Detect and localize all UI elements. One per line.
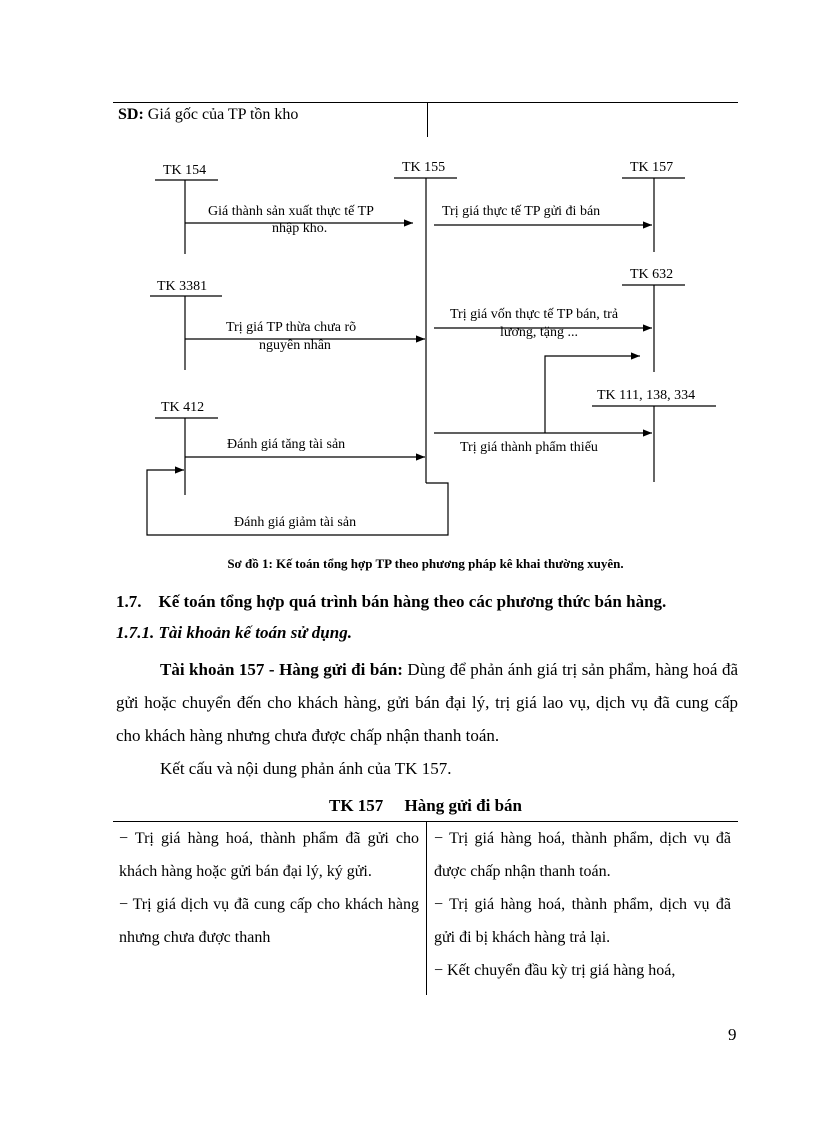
accounting-diagram	[0, 0, 816, 560]
tk412-label: TK 412	[161, 400, 205, 415]
right-item-1: − Trị giá hàng hoá, thành phẩm, dịch vụ đã được chấp nhận thanh toán.	[434, 830, 731, 880]
tk3381-label: TK 3381	[157, 279, 208, 294]
von-label-2: lương, tặng ...	[500, 325, 578, 340]
danh-gia-giam-label: Đánh giá giảm tài sản	[234, 515, 357, 530]
table-title: TK 157 Hàng gửi đi bán	[328, 796, 522, 815]
left-item-1: − Trị giá hàng hoá, thành phẩm đã gửi cho khách hàng hoặc gửi bán đại lý, ký gửi.	[119, 830, 419, 880]
sd-text: Giá gốc của TP tồn kho	[147, 106, 299, 123]
table-divider	[426, 821, 427, 995]
tk157-label: TK 157	[630, 160, 674, 175]
right-item-2: − Trị giá hàng hoá, thành phẩm, dịch vụ đã gửi đi bị khách hàng trả lại.	[434, 896, 731, 946]
tk157-paragraph	[116, 653, 738, 752]
thieu-label: Trị giá thành phẩm thiếu	[460, 440, 598, 455]
table-right-column	[434, 822, 731, 987]
page-number: 9	[728, 1025, 737, 1044]
paragraph-text: Dùng để phản ánh giá trị sản phẩm, hàng hoá đã gửi hoặc chuyển đến cho khách hàng, gửi bán đại lý, trị giá lao vụ, dịch vụ đã cung cấp cho khách hàng nhưng chưa được chấp nhận thanh toán.	[116, 660, 738, 745]
diagram-caption: Sơ đồ 1: Kế toán tổng hợp TP theo phương pháp kê khai thường xuyên.	[227, 556, 624, 571]
sd-label: SD:	[118, 106, 144, 123]
table-left-column	[119, 822, 419, 954]
tk632-label: TK 632	[630, 267, 674, 282]
gia-thanh-label-1: Giá thành sản xuất thực tế TP	[208, 204, 374, 219]
danh-gia-tang-label: Đánh giá tăng tài sản	[227, 437, 346, 452]
tk155-label: TK 155	[402, 160, 446, 175]
thua-label-1: Trị giá TP thừa chưa rõ	[226, 320, 357, 335]
section-subheading: 1.7.1. Tài khoản kế toán sử dụng.	[116, 623, 352, 642]
left-item-2: − Trị giá dịch vụ đã cung cấp cho khách hàng nhưng chưa được thanh	[119, 896, 419, 946]
tk154-label: TK 154	[163, 163, 207, 178]
intro-line: Kết cấu và nội dung phản ánh của TK 157.	[160, 759, 452, 778]
section-heading: 1.7. Kế toán tổng hợp quá trình bán hàng theo các phương thức bán hàng.	[116, 592, 667, 611]
tri-gia-gui-label: Trị giá thực tế TP gửi đi bán	[442, 204, 601, 219]
right-item-3: − Kết chuyển đầu kỳ trị giá hàng hoá,	[434, 962, 676, 979]
tk111-label: TK 111, 138, 334	[597, 388, 696, 403]
von-label-1: Trị giá vốn thực tế TP bán, trả	[450, 307, 619, 322]
gia-thanh-label-2: nhập kho.	[272, 221, 328, 236]
thua-label-2: nguyên nhân	[259, 338, 331, 353]
paragraph-lead: Tài khoản 157 - Hàng gửi đi bán:	[160, 660, 403, 679]
